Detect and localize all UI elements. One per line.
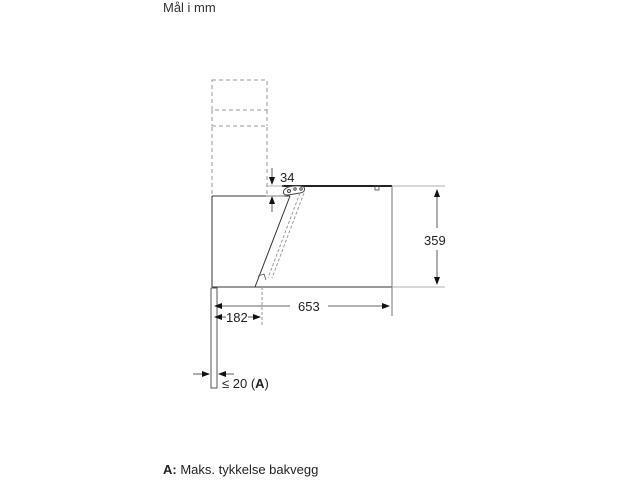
height-label: 359 [424,233,446,248]
hinge-depth-dimension [215,310,260,325]
depth-label: 653 [298,299,320,314]
hinge-icon [284,186,305,195]
hinge-offset-label: 34 [280,170,295,185]
hinge-depth-label: 182 [226,310,248,325]
units-caption: Mål i mm [163,0,216,15]
hood-body [212,196,392,287]
footnote-text: Maks. tykkelse bakvegg [176,462,319,477]
footnote [163,462,318,477]
wall-thickness-dimension [193,374,269,391]
wall-thickness-label: ≤ 20 (A) [222,376,269,391]
footnote-key: A: [163,462,177,477]
height-dimension [392,186,446,287]
chimney-outline [212,80,267,196]
back-wall [211,288,217,388]
